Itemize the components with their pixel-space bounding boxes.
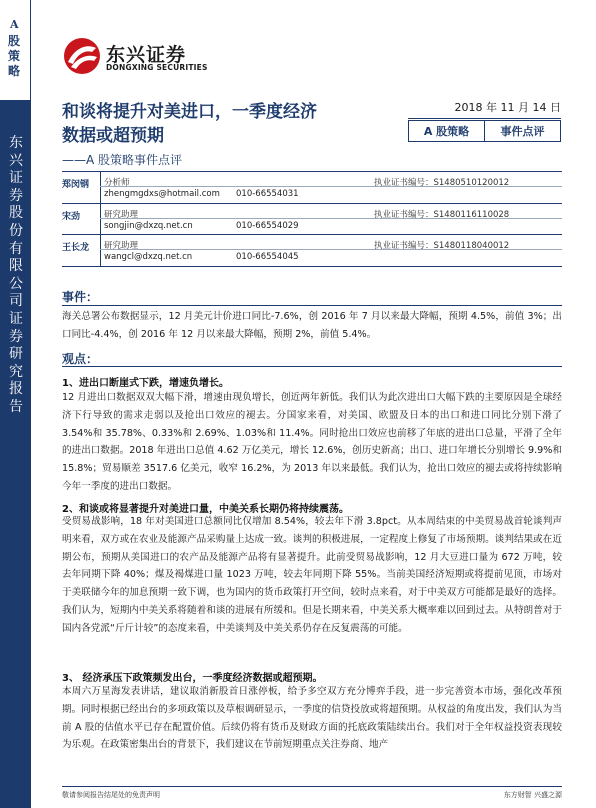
point-3-text: 本周六万星海发表讲话，建议取消新股首日涨停板，给予多空双方充分博弈手段，进一步完善资本市场，强化改革预期。同时根据已经出台的多项政策以及草根调研显示，一季度的信贷投放或将超预期。从权益的角度出发，我们认为当前 A 股的估值水平已存在配置价值。后续仍将有货币及财政方面的托底政策陆续出台。我们对于全年权益投资表现较为乐观。在政策密集出台的背景下，我们建议在节前短期重点关注券商、地产 — [62, 686, 562, 751]
date-box — [408, 99, 561, 142]
report-tags — [408, 120, 561, 142]
event-heading: 事件： — [62, 290, 99, 304]
analyst-role: 研究助理 — [104, 241, 139, 251]
point-1-text: 12 月进出口数据双双大幅下滑，增速由现负增长，创近两年新低。我们认为此次进出口大幅下跌的主要原因是全球经济下行导致的需求走弱以及抢出口效应的褪去。分国家来看，对美国、欧盟及日本的出口和进口同比分别下滑了 3.54%和 35.78%、0.33%和 2.69%、1.03%和 11.4%。同时抢出口效应也前移了年底的进出口总量，平滑了全年的进出口数据。2018 年进出口总值 4.62 万亿美元，增长 12.6%，创历史新高；出口、进口年增长分别增长 9.9%和 15.8%；贸易顺差 3517.6 亿美元，收窄 16.2%，为 2013 年以来最低。我们认为，抢出口效应的褪去或将持续影响今年一季度的进出口数据。 — [62, 392, 562, 492]
footer-disclaimer: 敬请参阅报告结尾处的免责声明 — [62, 791, 160, 799]
analyst-role: 研究助理 — [104, 209, 139, 220]
logo-cn: 东兴证券 — [106, 44, 187, 66]
sidebar-top — [0, 0, 31, 100]
tag-category: A 股策略 — [423, 125, 470, 138]
logo-en: DONGXING SECURITIES — [106, 63, 208, 72]
point-2-title: 2、和谈或将显著提升对美进口量，中美关系长期仍将持续震荡。 — [62, 504, 349, 515]
analyst-row — [62, 235, 562, 267]
sidebar-company: 东兴证券股份有限公司证券研究报告 — [9, 135, 23, 415]
report-title — [62, 100, 317, 148]
analyst-phone: 010-66554045 — [236, 252, 299, 262]
analyst-name: 宋劲 — [62, 211, 81, 222]
sidebar — [0, 0, 31, 808]
point-1-title: 1、进出口断崖式下跌，增速负增长。 — [62, 378, 229, 389]
views-rule — [62, 366, 562, 367]
analyst-row — [62, 204, 562, 236]
analyst-cert: 执业证书编号：S1480118040012 — [374, 241, 510, 251]
point-3-title: 3、 经济承压下政策频发出台，一季度经济数据或超预期。 — [62, 673, 323, 684]
event-rule — [62, 305, 562, 306]
analyst-role: 分析师 — [104, 178, 130, 188]
title-line-2: 数据或超预期 — [62, 126, 164, 146]
logo-mark-icon — [62, 36, 102, 76]
analyst-row — [62, 172, 562, 204]
analyst-table — [62, 171, 562, 267]
analyst-cert: 执业证书编号：S1480510120012 — [374, 178, 510, 188]
sidebar-letter: A — [10, 18, 19, 31]
report-date: 2018 年 11 月 14 日 — [408, 99, 561, 119]
analyst-phone: 010-66554031 — [236, 189, 299, 199]
point-2-text: 受贸易战影响，18 年对美国进口总额同比仅增加 8.54%，较去年下滑 3.8pct。从本周结束的中美贸易战首轮谈判声明来看，双方或在农业及能源产品采购量上达成一致。谈判的积极进展，一定程度上修复了市场预期。谈判结果或在近期公布，预期从美国进口的农产品及能源产品将有显著提升。此前受贸易战影响，12 月大豆进口量为 672 万吨，较去年同期下降 40%；煤及褐煤进口量 1023 万吨，较去年同期下降 55%。当前美国经济短期或将提前见顶，市场对于美联储今年的加息预期一致下调，也为国内的货币政策打开空间，较时点来看，对于中美双方可能都是最好的选择。我们认为，短期内中美关系将随着和谈的进展有所缓和。但是长期来看，中美关系大概率难以回到过去。从特朗普对于国内各党派“斤斤计较”的态度来看，中美谈判及中美关系仍存在反复震荡的可能。 — [62, 516, 562, 634]
sidebar-category: 股策略 — [8, 34, 21, 78]
footer-slogan: 东方财智 兴盛之源 — [503, 791, 562, 799]
event-text: 海关总署公布数据显示，12 月美元计价进口同比-7.6%，创 2016 年 7 月以来最大降幅，预期 4.5%，前值 3%；出口同比-4.4%，创 2016 年 12 月以来最大降幅，预期 2%，前值 5.4%。 — [62, 311, 562, 340]
views-heading: 观点： — [62, 352, 99, 366]
report-subtitle: ——A 股策略事件点评 — [62, 153, 183, 167]
analyst-phone: 010-66554029 — [236, 220, 299, 231]
analyst-email[interactable]: songjin@dxzq.net.cn — [104, 220, 193, 231]
analyst-cert: 执业证书编号：S1480116110028 — [374, 209, 510, 220]
analyst-email[interactable]: zhengmgdxs@hotmail.com — [104, 189, 220, 199]
analyst-name: 王长龙 — [62, 243, 90, 253]
footer-rule — [62, 786, 562, 787]
analyst-name: 郑闵钢 — [62, 180, 90, 190]
title-line-1: 和谈将提升对美进口，一季度经济 — [62, 102, 317, 122]
tag-type: 事件点评 — [484, 121, 560, 141]
analyst-email[interactable]: wangcl@dxzq.net.cn — [104, 252, 193, 262]
company-logo — [62, 36, 232, 76]
